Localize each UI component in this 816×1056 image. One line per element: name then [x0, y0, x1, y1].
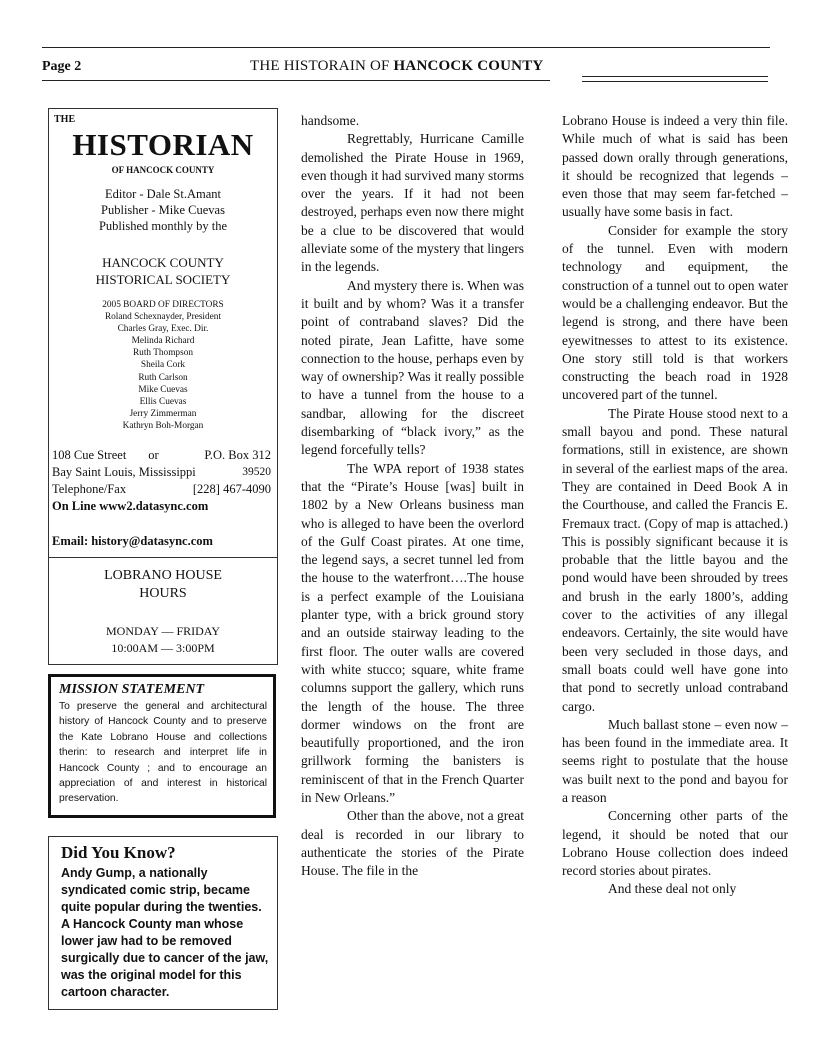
masthead-title: HISTORIAN: [72, 127, 254, 162]
hours-title-line-1: LOBRANO HOUSE: [104, 568, 222, 583]
masthead-staff: [49, 186, 277, 234]
board-member: Roland Schexnayder, President: [104, 312, 222, 323]
mission-title: MISSION STATEMENT: [59, 682, 205, 697]
masthead-subtitle: OF HANCOCK COUNTY: [111, 165, 215, 175]
zip-code: 39520: [242, 466, 271, 478]
header-title-bold: HANCOCK COUNTY: [393, 58, 544, 74]
board-member: Charles Gray, Exec. Dir.: [117, 324, 209, 335]
article-paragraph: Consider for example the story of the tunnel. Even with modern technology and equipment, the construction of a tunnel out to open water would be a challenging endeavor. But the legend is strong, and there have been eyewitnesses to attest to its existence. One story still told is that workers constructing the beach road in 1928 uncovered part of the tunnel.: [562, 222, 788, 403]
header-rule-top: [42, 47, 770, 48]
phone-row: [52, 481, 271, 498]
mission-text: To preserve the general and architectural history of Hancock County and to preserve the Kate Lobrano House and collections therin: to research and interpret life in Hancock County ; and to encourage an appreciation of and interest in historical preservation.: [59, 701, 267, 805]
hours-days: MONDAY — FRIDAY: [105, 624, 221, 638]
board-title: 2005 BOARD OF DIRECTORS: [102, 300, 224, 310]
article-paragraph: Concerning other parts of the legend, it should be noted that our Lobrano House collection does indeed record stories about pirates.: [562, 808, 788, 879]
article-paragraph: Other than the above, not a great deal is recorded in our library to authenticate the stories of the Pirate House. The file in the: [301, 808, 524, 879]
article-paragraph: Much ballast stone – even now – has been found in the immediate area. It seems right to postulate that the house was built next to the pond and bayou for a reason: [562, 716, 788, 805]
published-line: Published monthly by the: [98, 219, 228, 233]
online-link[interactable]: On Line www2.datasync.com: [52, 499, 209, 513]
did-you-know-text: Andy Gump, a nationally syndicated comic strip, became quite popular during the twenties. A Hancock County man whose lower jaw had to be removed surgically due to cancer of the jaw, was the original model for this cartoon character.: [61, 866, 269, 999]
board-member: Mike Cuevas: [138, 384, 188, 395]
hours-title: [49, 567, 277, 603]
editor-line: Editor - Dale St.Amant: [105, 187, 221, 201]
phone-label: Telephone/Fax: [52, 482, 127, 496]
city-state: Bay Saint Louis, Mississippi: [52, 465, 196, 479]
masthead-divider: [49, 557, 277, 558]
header-title-prefix: THE HISTORAIN OF: [250, 58, 390, 74]
board-member: Ellis Cuevas: [139, 396, 187, 407]
mission-statement-box: [48, 674, 276, 818]
article-paragraph: Lobrano House is indeed a very thin file. While much of what is said has been passed down orally through generations, it should be recognized that legends – even those that may seem far-fetched – usually have some basis in fact.: [562, 113, 788, 220]
did-you-know-box: [48, 836, 278, 1010]
article-paragraph: Regrettably, Hurricane Camille demolished the Pirate House in 1969, even though it had survived many storms over the years. If it had not been destroyed, perhaps even now there might be a clue to be discovered that would alleviate some of the mystery that lingers in the legends.: [301, 131, 524, 275]
address-or: or: [148, 448, 159, 462]
board-member: Ruth Thompson: [132, 348, 193, 359]
article-paragraph: The WPA report of 1938 states that the “Pirate’s House [was] built in 1802 by a New Orleans business man who is alleged to have been the overlord of the Gulf Coast pirates. At one time, the legend says, a secret tunnel led from the house to the waterfront….The house is a perfect example of the Louisiana planter type, with a brick ground story and an outside stairway leading to the first floor. The outer walls are covered with white stucco; square, white frame columns support the gallery, which runs the length of the house. The three dormer windows on the front are beautifully proportioned, and the iron grillwork forming the banisters is reminiscent of that in the French Quarter in New Orleans.”: [301, 460, 524, 805]
page-number: Page 2: [42, 59, 82, 74]
article-paragraph: The Pirate House stood next to a small bayou and pond. These natural formations, still in existence, are shown in several of the earliest maps of the area. They are contained in Deed Book A in the Courthouse, and called the Francis E. Fremaux tract. (Copy of map is attached.) This is possibly significant because it is probable that the little bayou and the pond would have been shrouded by trees and brush in the early 1800’s, adding cover to the activities of any illegal endeavors. Certainly, the site would have been very secluded in those days, and small boats could well have gone into that pond to secretly unload contraband cargo.: [562, 405, 788, 714]
article-paragraph: And these deal not only: [608, 881, 737, 897]
board-member: Jerry Zimmerman: [129, 408, 197, 419]
publisher-line: Publisher - Mike Cuevas: [101, 203, 225, 217]
board-member: Sheila Cork: [140, 360, 186, 371]
header-rule-right-2: [582, 81, 768, 82]
street-row: [52, 447, 271, 464]
article-paragraph: handsome.: [301, 113, 360, 128]
article-column-1: [301, 112, 524, 880]
board-of-directors: [49, 299, 277, 432]
board-member: Kathryn Boh-Morgan: [122, 420, 204, 431]
email-link[interactable]: Email: history@datasync.com: [52, 534, 213, 548]
board-member: Ruth Carlson: [138, 372, 188, 383]
society-line-2: HISTORICAL SOCIETY: [95, 272, 231, 287]
hours-time: 10:00AM — 3:00PM: [111, 641, 215, 655]
society-line-1: HANCOCK COUNTY: [102, 255, 224, 270]
masthead-box: [48, 108, 278, 665]
board-member: Melinda Richard: [131, 336, 195, 347]
hours-title-line-2: HOURS: [139, 586, 187, 601]
street-address: 108 Cue Street: [52, 448, 127, 462]
phone-number: [228] 467-4090: [192, 482, 271, 496]
po-box: P.O. Box 312: [204, 448, 271, 462]
city-row: [52, 464, 271, 481]
article-paragraph: And mystery there is. When was it built and by whom? Was it a transfer point of contraband slaves? Did the noted pirate, Jean Lafitte, have some connection to the house, perhaps even by way of ownership? Was it really possible to have a tunnel from the house to a sandbar, allowing for the discreet disembarking of “black ivory,” as the legend forcefully tells?: [301, 277, 524, 458]
header-rule-right-1: [582, 76, 768, 77]
running-header: [250, 58, 543, 75]
society-name: [49, 254, 277, 288]
did-you-know-title: Did You Know?: [61, 843, 176, 862]
contact-info: [52, 447, 271, 515]
header-rule-left: [42, 80, 550, 81]
masthead-the: THE: [54, 114, 76, 125]
article-column-2: [562, 112, 788, 899]
